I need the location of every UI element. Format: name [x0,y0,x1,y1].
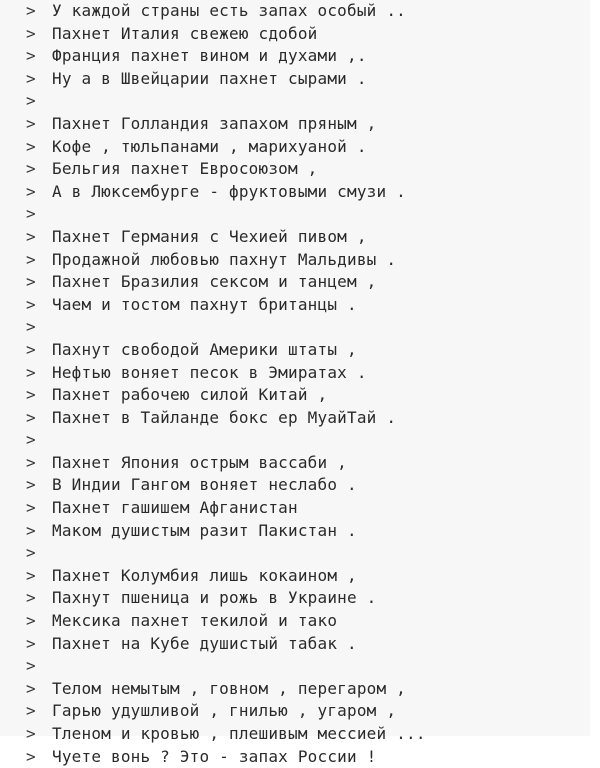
quote-marker: > [26,136,36,156]
quote-line-text: Гарью удушливой , гнилью , угаром , [52,701,397,721]
quote-line-text: Пахнут свободой Америки штаты , [52,339,357,359]
quote-line [26,678,426,701]
quote-line [26,339,426,362]
quote-line-text: Чаем и тостом пахнут британцы . [52,294,357,314]
quote-marker: > [26,226,36,246]
quote-line [26,407,426,430]
quote-line [26,158,426,181]
quote-line-text: Мексика пахнет текилой и тако [52,611,338,631]
quote-marker: > [26,746,36,766]
quote-line [26,226,426,249]
quote-line [26,249,426,272]
quote-marker: > [26,656,36,676]
quote-line [26,271,426,294]
quote-line-text: Пахнет Германия с Чехией пивом , [52,226,367,246]
quote-line-text: Продажной любовью пахнут Мальдивы . [52,249,397,269]
quote-marker: > [26,339,36,359]
empty-quote-line [26,429,426,452]
quote-marker: > [26,543,36,563]
quote-marker: > [26,272,36,292]
quote-marker: > [26,204,36,224]
quote-line-text: Маком душистым разит Пакистан . [52,520,357,540]
empty-quote-line [26,90,426,113]
quote-line-text: Пахнут пшеница и рожь в Украине . [52,588,377,608]
quote-line-text: Пахнет гашишем Афганистан [52,498,298,518]
quote-line [26,474,426,497]
quoted-poem [26,0,426,768]
quote-line [26,497,426,520]
quote-line [26,294,426,317]
quote-marker: > [26,452,36,472]
quote-marker: > [26,181,36,201]
quote-line-text: Пахнет Колумбия лишь кокаином , [52,565,357,585]
page-right-edge [590,0,600,736]
quote-line-text: Пахнет рабочею силой Китай , [52,385,328,405]
quote-marker: > [26,68,36,88]
quote-line [26,362,426,385]
quote-line [26,23,426,46]
quote-line [26,181,426,204]
quote-marker: > [26,498,36,518]
quote-line [26,700,426,723]
quote-line [26,136,426,159]
quote-line [26,113,426,136]
quote-marker: > [26,724,36,743]
quote-marker: > [26,1,36,20]
empty-quote-line [26,655,426,678]
quote-line-text: А в Люксембурге - фруктовыми смузи . [52,181,406,201]
quote-line-text: Чуете вонь ? Это - запах России ! [52,746,377,766]
quote-marker: > [26,385,36,405]
quote-marker: > [26,294,36,314]
quote-marker: > [26,362,36,382]
quote-marker: > [26,565,36,585]
quote-line [26,587,426,610]
quote-marker: > [26,633,36,653]
empty-quote-line [26,316,426,339]
quote-line-text: Пахнет Япония острым вассаби , [52,452,347,472]
quote-line-text: Телом немытым , говном , перегаром , [52,678,406,698]
quote-marker: > [26,588,36,608]
quote-line-text: Кофе , тюльпанами , марихуаной . [52,136,367,156]
quote-line-text: Пахнет Голландия запахом пряным , [52,113,377,133]
quote-marker: > [26,46,36,66]
quote-marker: > [26,159,36,179]
quote-line-text: Бельгия пахнет Евросоюзом , [52,159,318,179]
quote-line-text: У каждой страны есть запах особый .. [52,1,406,20]
quote-line-text: Пахнет в Тайланде бокс ер МуайТай . [52,407,397,427]
quote-line [26,452,426,475]
quote-line [26,0,426,23]
quote-marker: > [26,91,36,111]
empty-quote-line [26,542,426,565]
quote-line [26,68,426,91]
quote-line [26,723,426,746]
quote-line [26,746,426,768]
quote-line [26,633,426,656]
quote-marker: > [26,475,36,495]
quote-line [26,565,426,588]
quote-marker: > [26,520,36,540]
quote-line [26,384,426,407]
quote-line-text: Пахнет на Кубе душистый табак . [52,633,357,653]
quote-line-text: Тленом и кровью , плешивым мессией ... [52,724,426,743]
quote-line [26,610,426,633]
quote-marker: > [26,611,36,631]
quote-line-text: Нефтью воняет песок в Эмиратах . [52,362,367,382]
quote-line-text: Ну а в Швейцарии пахнет сырами . [52,68,367,88]
quote-line-text: В Индии Гангом воняет неслабо . [52,475,357,495]
quote-marker: > [26,678,36,698]
quote-line [26,520,426,543]
quote-marker: > [26,113,36,133]
quote-marker: > [26,23,36,43]
quote-marker: > [26,407,36,427]
quote-marker: > [26,317,36,337]
quote-line-text: Франция пахнет вином и духами ,. [52,46,367,66]
quote-marker: > [26,701,36,721]
quote-line [26,45,426,68]
empty-quote-line [26,203,426,226]
quote-marker: > [26,249,36,269]
quote-line-text: Пахнет Италия свежею сдобой [52,23,318,43]
quote-line-text: Пахнет Бразилия сексом и танцем , [52,272,377,292]
quote-marker: > [26,430,36,450]
